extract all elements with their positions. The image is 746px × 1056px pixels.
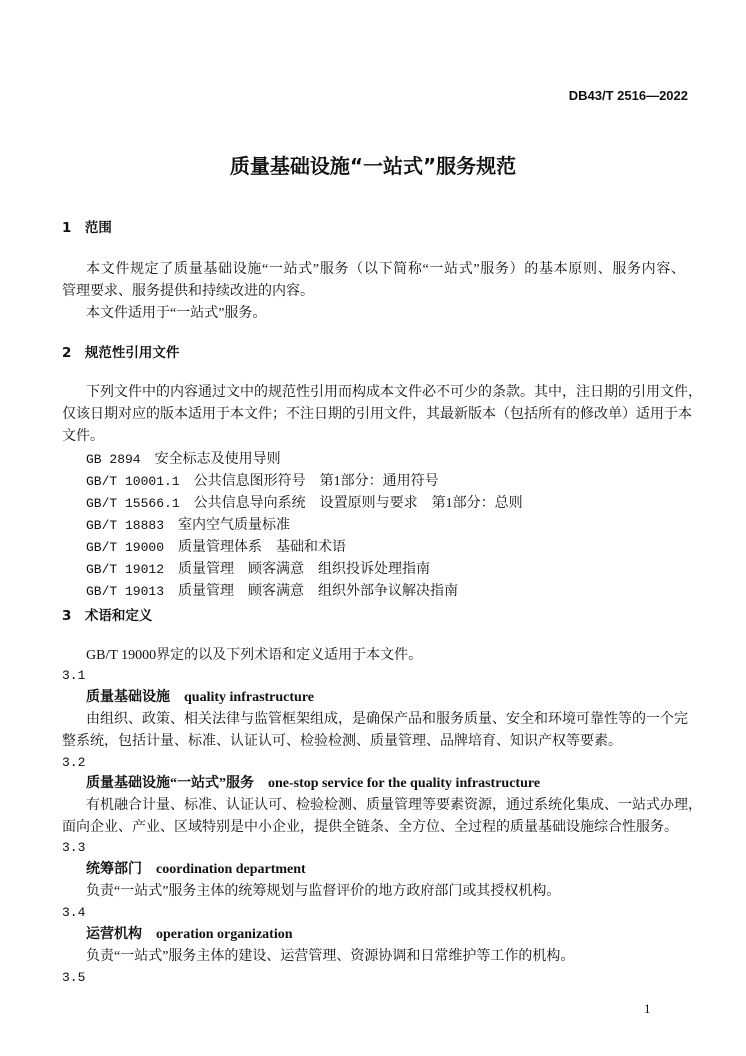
reference-item [86, 539, 346, 557]
term-definition: 有机融合计量、标准、认证认可、检验检测、质量管理等要素资源，通过系统化集成、一站式办理， [86, 798, 702, 813]
term-number: 3.3 [62, 840, 86, 855]
term-en: coordination department [156, 862, 306, 877]
paragraph: 仅该日期对应的版本适用于本文件；不注日期的引用文件，其最新版本（包括所有的修改单）适用于本 [62, 407, 692, 422]
term-zh: 质量基础设施 [86, 690, 170, 705]
reference-code: GB/T 15566.1 [86, 496, 180, 511]
term-definition: 负责“一站式”服务主体的统筹规划与监督评价的地方政府部门或其授权机构。 [86, 884, 561, 899]
paragraph: 本文件适用于“一站式”服务。 [86, 306, 267, 321]
term-title [86, 926, 293, 944]
term-number: 3.2 [62, 755, 86, 770]
reference-item [86, 495, 523, 513]
term-definition: 负责“一站式”服务主体的建设、运营管理、资源协调和日常维护等工作的机构。 [86, 949, 575, 964]
reference-title: 质量管理 顾客满意 组织投诉处理指南 [178, 562, 431, 577]
reference-title: 室内空气质量标准 [178, 518, 291, 533]
term-title [86, 689, 314, 707]
term-number: 3.4 [62, 905, 86, 920]
term-en: quality infrastructure [184, 690, 315, 705]
term-en: one-stop service for the quality infrastructure [268, 776, 541, 791]
term-en: operation organization [156, 927, 293, 942]
reference-title: 质量管理体系 基础和术语 [178, 540, 347, 555]
reference-code: GB/T 19012 [86, 562, 165, 577]
term-zh: 统筹部门 [86, 862, 142, 877]
term-definition: 整系统，包括计量、标准、认证认可、检验检测、质量管理、品牌培育、知识产权等要素。 [62, 734, 622, 749]
paragraph: GB/T 19000界定的以及下列术语和定义适用于本文件。 [86, 648, 423, 663]
paragraph: 文件。 [62, 429, 104, 444]
reference-code: GB/T 18883 [86, 518, 165, 533]
reference-code: GB 2894 [86, 452, 141, 467]
term-definition: 面向企业、产业、区域特别是中小企业，提供全链条、全方位、全过程的质量基础设施综合性服务。 [62, 820, 678, 835]
reference-item [86, 473, 439, 491]
page-number: 1 [644, 1001, 651, 1016]
reference-item [86, 561, 430, 579]
reference-item [86, 451, 281, 469]
paragraph: 本文件规定了质量基础设施“一站式”服务（以下简称“一站式”服务）的基本原则、服务内容、 [86, 262, 685, 277]
reference-title: 质量管理 顾客满意 组织外部争议解决指南 [178, 584, 459, 599]
reference-item [86, 517, 290, 535]
document-number: DB43/T 2516—2022 [568, 88, 688, 103]
term-title [86, 861, 306, 879]
reference-title: 公共信息导向系统 设置原则与要求 第1部分：总则 [193, 496, 523, 511]
document-title: 质量基础设施“一站式”服务规范 [229, 154, 517, 178]
term-zh: 运营机构 [86, 927, 142, 942]
reference-code: GB/T 19000 [86, 540, 165, 555]
reference-title: 安全标志及使用导则 [154, 452, 281, 467]
term-title [86, 775, 540, 793]
term-number: 3.5 [62, 970, 86, 985]
reference-title: 公共信息图形符号 第1部分：通用符号 [193, 474, 439, 489]
reference-item [86, 583, 458, 601]
section-1-heading: 1 范围 [62, 220, 112, 236]
paragraph: 下列文件中的内容通过文中的规范性引用而构成本文件必不可少的条款。其中，注日期的引用文件， [86, 385, 702, 400]
paragraph: 管理要求、服务提供和持续改进的内容。 [62, 284, 314, 299]
reference-code: GB/T 19013 [86, 584, 165, 599]
reference-code: GB/T 10001.1 [86, 474, 180, 489]
term-definition: 由组织、政策、相关法律与监管框架组成，是确保产品和服务质量、安全和环境可靠性等的一个完 [86, 712, 688, 727]
section-3-heading: 3 术语和定义 [62, 608, 153, 624]
term-zh: 质量基础设施“一站式”服务 [86, 776, 254, 791]
section-2-heading: 2 规范性引用文件 [62, 345, 180, 361]
term-number: 3.1 [62, 668, 86, 683]
